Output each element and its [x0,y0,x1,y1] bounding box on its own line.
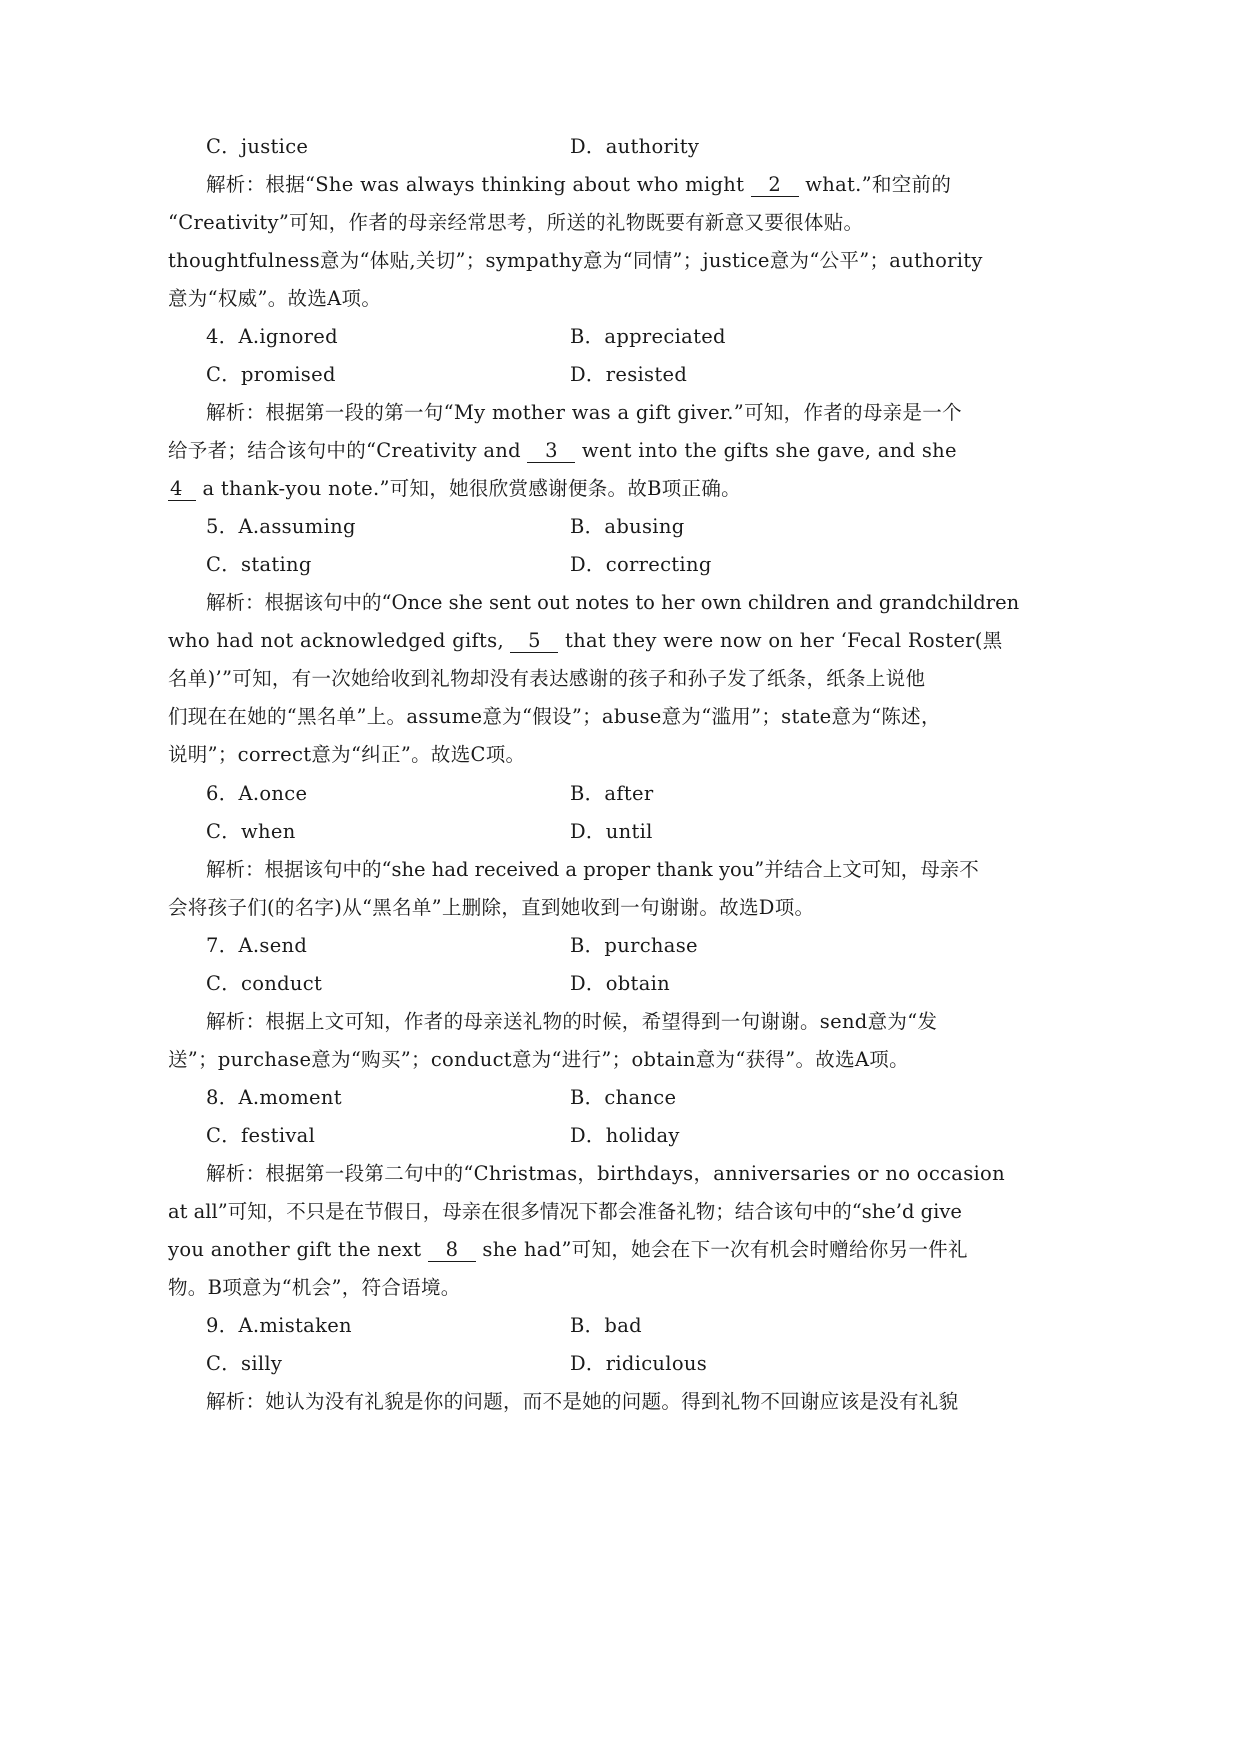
q4-option-d: D．resisted [570,363,688,386]
q5-analysis-line-5: 说明”；correct意为“纠正”。故选C项。 [168,743,526,766]
q5-option-d: D．correcting [570,553,712,576]
q5-analysis-line-4: 们现在在她的“黑名单”上。assume意为“假设”；abuse意为“滥用”；state意为“陈述， [168,705,941,728]
blank-2: 2 [751,174,799,197]
q5-analysis-line-1: 解析：根据该句中的“Once she sent out notes to her own children and grandchildren [206,591,1020,614]
q7-option-d: D．obtain [570,972,671,995]
q4-analysis-line-1: 解析：根据第一段的第一句“My mother was a gift giver.”可知，作者的母亲是一个 [206,401,962,424]
q9-analysis-line-1: 解析：她认为没有礼貌是你的问题，而不是她的问题。得到礼物不回谢应该是没有礼貌 [206,1390,959,1413]
q9-option-d: D．ridiculous [570,1352,708,1375]
q6-option-c: C．when [206,820,296,843]
q5-analysis-line-3: 名单)’”可知，有一次她给收到礼物却没有表达感谢的孩子和孙子发了纸条，纸条上说他 [168,667,926,690]
q9-option-a: 9．A.mistaken [206,1314,352,1337]
q6-analysis-line-2: 会将孩子们(的名字)从“黑名单”上删除，直到她收到一句谢谢。故选D项。 [168,896,815,919]
q4-option-c: C．promised [206,363,336,386]
blank-4: 4 [168,478,196,501]
q4-option-a: 4．A.ignored [206,325,338,348]
q6-option-b: B．after [570,782,654,805]
q6-option-a: 6．A.once [206,782,308,805]
q4-option-b: B．appreciated [570,325,726,348]
q7-analysis-line-1: 解析：根据上文可知，作者的母亲送礼物的时候，希望得到一句谢谢。send意为“发 [206,1010,938,1033]
q6-analysis-line-1: 解析：根据该句中的“she had received a proper thank you”并结合上文可知，母亲不 [206,858,979,881]
q9-option-c: C．silly [206,1352,283,1375]
q8-option-d: D．holiday [570,1124,680,1147]
q5-option-a: 5．A.assuming [206,515,356,538]
q3-option-c: C．justice [206,135,309,158]
q4-analysis-line-2: 给予者；结合该句中的“Creativity and 3 went into the gifts she gave, and she [168,439,957,462]
q4-analysis-line-3: 4 a thank-you note.”可知，她很欣赏感谢便条。故B项正确。 [170,477,741,500]
q3-analysis-line-4: 意为“权威”。故选A项。 [168,287,382,310]
blank-8: 8 [428,1239,476,1262]
q7-option-a: 7．A.send [206,934,308,957]
q8-option-c: C．festival [206,1124,316,1147]
q5-option-b: B．abusing [570,515,685,538]
q8-analysis-line-4: 物。B项意为“机会”，符合语境。 [168,1276,461,1299]
q5-analysis-line-2: who had not acknowledged gifts, 5 that they were now on her ‘Fecal Roster(黑 [168,629,1003,652]
q8-analysis-line-1: 解析：根据第一段第二句中的“Christmas，birthdays，anniversaries or no occasion [206,1162,1005,1185]
q3-analysis-line-3: thoughtfulness意为“体贴,关切”；sympathy意为“同情”；justice意为“公平”；authority [168,249,983,272]
q3-option-d: D．authority [570,135,700,158]
blank-5: 5 [510,630,558,653]
q5-option-c: C．stating [206,553,312,576]
q8-option-b: B．chance [570,1086,677,1109]
q8-option-a: 8．A.moment [206,1086,342,1109]
q7-option-c: C．conduct [206,972,323,995]
q9-option-b: B．bad [570,1314,642,1337]
q6-option-d: D．until [570,820,653,843]
blank-3: 3 [527,440,575,463]
q8-analysis-line-3: you another gift the next 8 she had”可知，她会在下一次有机会时赠给你另一件礼 [168,1238,968,1261]
q7-analysis-line-2: 送”；purchase意为“购买”；conduct意为“进行”；obtain意为“获得”。故选A项。 [168,1048,909,1071]
q8-analysis-line-2: at all”可知，不只是在节假日，母亲在很多情况下都会准备礼物；结合该句中的“she’d give [168,1200,962,1223]
q3-analysis-line-1: 解析：根据“She was always thinking about who might 2 what.”和空前的 [206,173,952,196]
q3-analysis-line-2: “Creativity”可知，作者的母亲经常思考，所送的礼物既要有新意又要很体贴。 [168,211,864,234]
q7-option-b: B．purchase [570,934,698,957]
